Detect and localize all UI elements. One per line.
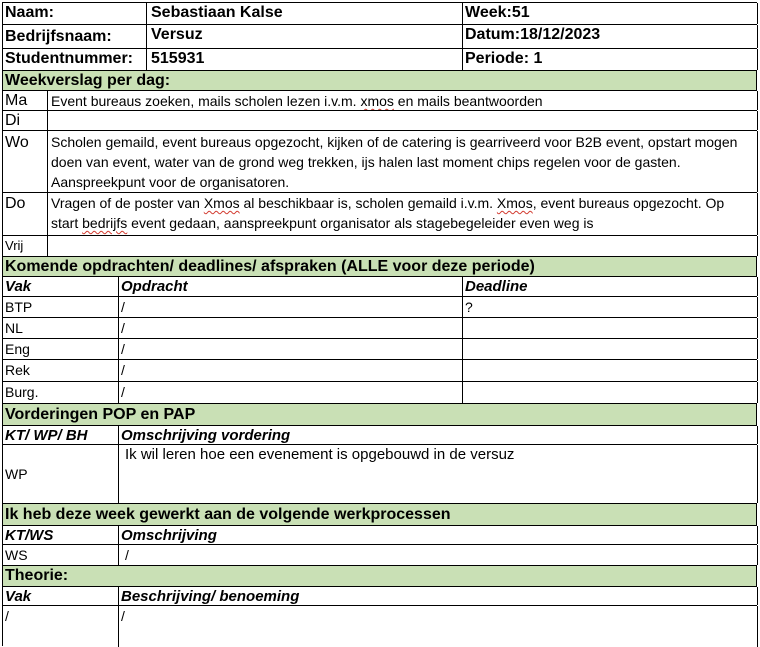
werkprocessen-header: Ik heb deze week gewerkt aan de volgende werkprocessen	[3, 504, 757, 526]
vorderingen-header: Vorderingen POP en PAP	[3, 404, 757, 426]
opdrachten-header: Komende opdrachten/ deadlines/ afspraken (ALLE voor deze periode)	[3, 257, 757, 277]
col-deadline: Deadline	[463, 277, 758, 296]
col-kt-wp-bh: KT/ WP/ BH	[3, 426, 119, 444]
naam-label: Naam:	[3, 3, 147, 24]
col-beschrijving: Beschrijving/ benoeming	[119, 587, 758, 605]
day-label: Ma	[3, 91, 48, 110]
opdracht-cell: /	[119, 382, 463, 403]
naam-value: Sebastiaan Kalse	[147, 3, 463, 24]
col-omschrijving: Omschrijving	[119, 526, 758, 544]
day-text: Vragen of de poster van Xmos al beschikbaar is, scholen gemaild i.v.m. Xmos, event bureaus opgezocht. Op start bedrijfs event gedaan, aanspreekpunt organisator als stagebegeleider even weg is	[48, 193, 758, 235]
student-value: 515931	[147, 49, 463, 70]
theorie-header: Theorie:	[3, 566, 757, 587]
day-label: Di	[3, 111, 48, 130]
col-vak: Vak	[3, 277, 119, 296]
datum-field: Datum:18/12/2023	[463, 25, 758, 48]
day-row-vrij	[3, 236, 757, 257]
header-row-bedrijf	[3, 25, 757, 49]
opdracht-cell: /	[119, 339, 463, 359]
week-field: Week:51	[463, 3, 758, 24]
day-text	[48, 236, 758, 256]
kt-cell: WP	[3, 445, 119, 503]
opdrachten-columns	[3, 277, 757, 297]
table-row	[3, 339, 757, 360]
student-label: Studentnummer:	[3, 49, 147, 70]
day-text	[48, 111, 758, 130]
bedrijf-label: Bedrijfsnaam:	[3, 25, 147, 48]
day-label: Do	[3, 193, 48, 235]
col-kt-ws: KT/WS	[3, 526, 119, 544]
omschrijving-cell: /	[119, 545, 758, 565]
theorie-columns	[3, 587, 757, 606]
vak-cell: Rek	[3, 360, 119, 381]
deadline-cell	[463, 339, 758, 359]
bedrijf-value: Versuz	[147, 25, 463, 48]
deadline-cell: ?	[463, 297, 758, 317]
vordering-text: Ik wil leren hoe een evenement is opgebouwd in de versuz	[119, 445, 758, 503]
beschrijving-cell: /	[119, 606, 758, 647]
day-row-ma	[3, 91, 757, 111]
weekverslag-header: Weekverslag per dag:	[3, 71, 757, 91]
deadline-cell	[463, 360, 758, 381]
kt-cell: WS	[3, 545, 119, 565]
table-row	[3, 318, 757, 339]
col-vak: Vak	[3, 587, 119, 605]
header-row-student	[3, 49, 757, 71]
table-row	[3, 360, 757, 382]
vorderingen-row	[3, 445, 757, 504]
werkprocessen-row	[3, 545, 757, 566]
vak-cell: NL	[3, 318, 119, 338]
vak-cell: BTP	[3, 297, 119, 317]
theorie-row	[3, 606, 757, 647]
vak-cell: /	[3, 606, 119, 647]
table-row	[3, 297, 757, 318]
deadline-cell	[463, 382, 758, 403]
opdracht-cell: /	[119, 318, 463, 338]
weekverslag-form	[2, 2, 757, 646]
col-omschrijving-vordering: Omschrijving vordering	[119, 426, 758, 444]
table-row	[3, 382, 757, 404]
vorderingen-columns	[3, 426, 757, 445]
vak-cell: Eng	[3, 339, 119, 359]
vak-cell: Burg.	[3, 382, 119, 403]
day-row-do	[3, 193, 757, 236]
day-text: Event bureaus zoeken, mails scholen lezen i.v.m. xmos en mails beantwoorden	[48, 91, 758, 110]
opdracht-cell: /	[119, 297, 463, 317]
day-row-di	[3, 111, 757, 131]
opdracht-cell: /	[119, 360, 463, 381]
periode-field: Periode: 1	[463, 49, 758, 70]
day-label: Vrij	[3, 236, 48, 256]
day-text: Scholen gemaild, event bureaus opgezocht, kijken of de catering is gearriveerd voor B2B event, opstart mogen doen van event, water van de grond weg trekken, ijs halen last moment chips regelen voor de gasten. Aanspreekpunt voor de organisatoren.	[48, 131, 758, 192]
day-label: Wo	[3, 131, 48, 192]
day-row-wo	[3, 131, 757, 193]
col-opdracht: Opdracht	[119, 277, 463, 296]
header-row-naam	[3, 3, 757, 25]
werkprocessen-columns	[3, 526, 757, 545]
deadline-cell	[463, 318, 758, 338]
